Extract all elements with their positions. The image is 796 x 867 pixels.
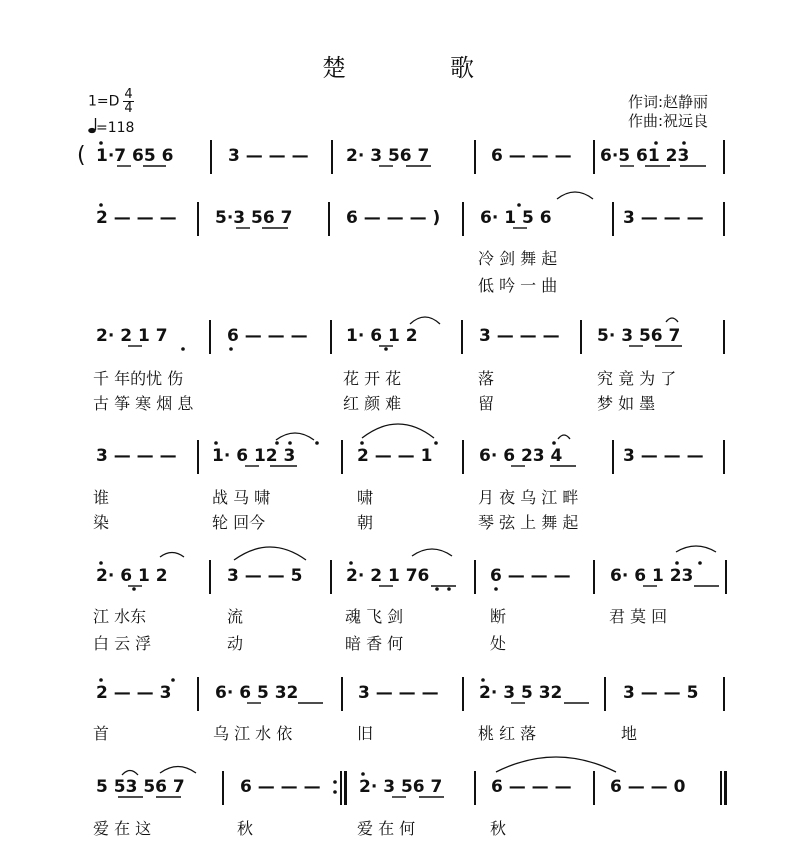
tempo-value: =118 — [96, 120, 135, 136]
barline — [209, 560, 211, 594]
lyric-line: 流 — [227, 607, 244, 626]
barline — [341, 440, 343, 474]
barline — [723, 202, 725, 236]
lyric-line: 动 — [227, 634, 244, 653]
time-signature — [123, 88, 133, 115]
composer: 作曲:祝远良 — [628, 112, 709, 130]
measure-10: 3 — — — — [623, 208, 704, 228]
lyric-line: 朝 — [357, 513, 374, 532]
lyric-line: 旧 — [357, 724, 374, 743]
slur-mark — [557, 192, 593, 199]
score-row-4 — [0, 438, 796, 478]
lyric-line: 落 — [478, 369, 495, 388]
barline — [612, 440, 614, 474]
lyric-line: 桃 红 落 — [478, 724, 537, 743]
lyric-line: 究 竟 为 了 — [597, 369, 677, 388]
barline — [474, 560, 476, 594]
lyric-line: 秋 — [237, 819, 254, 838]
lyric-line: 月 夜 乌 江 畔 — [478, 488, 579, 507]
lyric-line: 地 — [621, 724, 638, 743]
measure-33: 2· 3 56 7 — [359, 777, 443, 797]
barline — [580, 320, 582, 354]
tempo-marking — [88, 118, 134, 137]
measure-2: 3 — — — — [228, 146, 309, 166]
measure-17: 1· 6 12 3 — [212, 446, 296, 466]
barline — [197, 677, 199, 711]
credits — [628, 93, 708, 131]
measure-26: 2 — — 3 — [96, 683, 172, 703]
measure-8: 6 — — — ) — [346, 208, 441, 228]
barline — [222, 771, 224, 805]
lyric-line: 花 开 花 — [343, 369, 402, 388]
barline — [461, 320, 463, 354]
lyric-line: 古 筝 寒 烟 息 — [93, 394, 194, 413]
barline — [341, 677, 343, 711]
lyric-line: 首 — [93, 724, 110, 743]
slur-mark — [160, 553, 184, 558]
measure-27: 6· 6 5 32 — [215, 683, 299, 703]
barline — [462, 677, 464, 711]
lyric-line: 白 云 浮 — [93, 634, 152, 653]
measure-19: 6· 6 23 4 — [479, 446, 563, 466]
measure-4: 6 — — — — [491, 146, 572, 166]
measure-6: 2 — — — — [96, 208, 177, 228]
lyric-line: 留 — [478, 394, 495, 413]
measure-1: 1·7 65 6 — [96, 146, 174, 166]
lyric-line: 处 — [490, 634, 507, 653]
song-title: 楚 歌 — [322, 54, 514, 82]
slur-mark — [362, 424, 434, 438]
measure-22: 3 — — 5 — [227, 566, 303, 586]
measure-24: 6 — — — — [490, 566, 571, 586]
score-row-5 — [0, 558, 796, 598]
score-row-6 — [0, 675, 796, 715]
barline — [328, 202, 330, 236]
lyric-line: 君 莫 回 — [609, 607, 668, 626]
lyricist: 作词:赵静丽 — [628, 93, 709, 111]
barline — [604, 677, 606, 711]
lyric-line: 魂 飞 剑 — [345, 607, 404, 626]
measure-11: 2· 2 1 7 — [96, 326, 168, 346]
lyric-line: 江 水东 — [93, 607, 147, 626]
lyric-line: 梦 如 墨 — [597, 394, 656, 413]
barline — [474, 771, 476, 805]
lyric-line: 轮 回今 — [212, 513, 266, 532]
lyric-line: 爱 在 这 — [93, 819, 152, 838]
barline — [593, 140, 595, 174]
lyric-line: 红 颜 难 — [343, 394, 402, 413]
open-paren: ( — [77, 143, 86, 168]
score-row-2 — [0, 200, 796, 240]
barline — [723, 440, 725, 474]
barline — [462, 202, 464, 236]
barline — [593, 560, 595, 594]
key-label: 1=D — [88, 93, 120, 110]
measure-13: 1· 6 1 2 — [346, 326, 418, 346]
barline — [197, 440, 199, 474]
lyric-line: 啸 — [357, 488, 374, 507]
quarter-note-icon — [88, 118, 96, 132]
barline — [725, 560, 727, 594]
measure-16: 3 — — — — [96, 446, 177, 466]
barline — [462, 440, 464, 474]
barline — [331, 140, 333, 174]
time-denominator: 4 — [124, 101, 133, 116]
measure-35: 6 — — 0 — [610, 777, 686, 797]
lyric-line: 低 吟 一 曲 — [478, 276, 558, 295]
repeat-barline — [340, 771, 342, 805]
measure-31: 5 53 56 7 — [96, 777, 185, 797]
lyric-line: 战 马 啸 — [212, 488, 271, 507]
lyric-line: 爱 在 何 — [357, 819, 416, 838]
score-row-7 — [0, 769, 796, 809]
measure-7: 5·3 56 7 — [215, 208, 293, 228]
measure-29: 2· 3 5 32 — [479, 683, 563, 703]
final-barline — [720, 771, 722, 805]
time-numerator: 4 — [124, 87, 133, 102]
key-signature — [88, 88, 134, 115]
measure-15: 5· 3 56 7 — [597, 326, 681, 346]
measure-9: 6· 1 5 6 — [480, 208, 552, 228]
lyric-line: 秋 — [490, 819, 507, 838]
barline — [474, 140, 476, 174]
measure-32: 6 — — — — [240, 777, 321, 797]
barline — [612, 202, 614, 236]
barline — [197, 202, 199, 236]
measure-30: 3 — — 5 — [623, 683, 699, 703]
lyric-line: 染 — [93, 513, 110, 532]
measure-5: 6·5 61 23 — [600, 146, 690, 166]
measure-14: 3 — — — — [479, 326, 560, 346]
measure-28: 3 — — — — [358, 683, 439, 703]
lyric-line: 暗 香 何 — [345, 634, 404, 653]
lyric-line: 断 — [490, 607, 507, 626]
score-row-3 — [0, 318, 796, 358]
lyric-line: 乌 江 水 依 — [213, 724, 293, 743]
barline — [330, 320, 332, 354]
measure-25: 6· 6 1 23 — [610, 566, 694, 586]
lyric-line: 谁 — [93, 488, 110, 507]
measure-21: 2· 6 1 2 — [96, 566, 168, 586]
barline — [723, 677, 725, 711]
slur-mark — [676, 546, 716, 552]
barline — [593, 771, 595, 805]
measure-20: 3 — — — — [623, 446, 704, 466]
barline — [330, 560, 332, 594]
barline — [723, 320, 725, 354]
barline — [723, 140, 725, 174]
slur-mark — [412, 549, 452, 556]
lyric-line: 冷 剑 舞 起 — [478, 249, 558, 268]
score-row-1 — [0, 138, 796, 178]
measure-18: 2 — — 1 — [357, 446, 433, 466]
barline — [209, 320, 211, 354]
measure-12: 6 — — — — [227, 326, 308, 346]
repeat-barline — [344, 771, 347, 805]
barline — [210, 140, 212, 174]
measure-34: 6 — — — — [491, 777, 572, 797]
measure-3: 2· 3 56 7 — [346, 146, 430, 166]
final-barline — [724, 771, 727, 805]
measure-23: 2· 2 1 76 — [346, 566, 430, 586]
lyric-line: 千 年的忧 伤 — [93, 369, 184, 388]
lyric-line: 琴 弦 上 舞 起 — [478, 513, 579, 532]
